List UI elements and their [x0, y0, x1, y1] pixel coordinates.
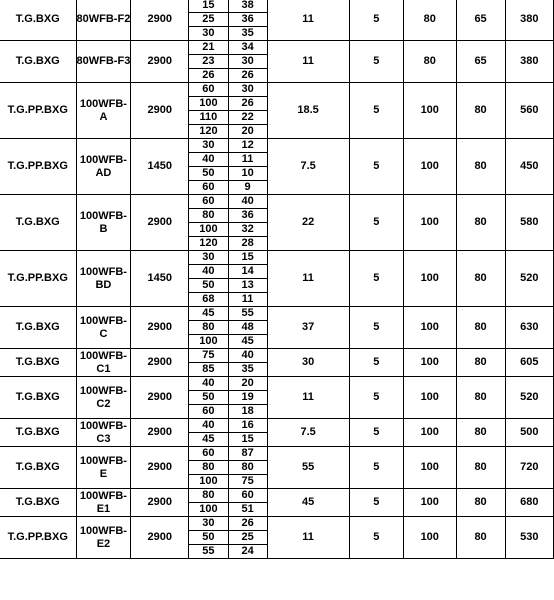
series-cell: T.G.PP.BXG [0, 517, 76, 559]
flow-cell: 60 [189, 447, 229, 461]
weight-cell: 560 [505, 83, 553, 139]
outlet-cell: 80 [456, 195, 505, 251]
power-cell: 11 [267, 517, 349, 559]
head-cell: 35 [228, 363, 267, 377]
speed-cell: 2900 [131, 195, 189, 251]
inlet-cell: 80 [403, 0, 456, 41]
power-cell: 37 [267, 307, 349, 349]
head-cell: 11 [228, 293, 267, 307]
weight-cell: 605 [505, 349, 553, 377]
table-row [0, 83, 554, 97]
model-cell: 100WFB-AD [76, 139, 131, 195]
weight-cell: 380 [505, 41, 553, 83]
flow-cell: 40 [189, 265, 229, 279]
head-cell: 35 [228, 27, 267, 41]
speed-cell: 1450 [131, 139, 189, 195]
head-cell: 20 [228, 125, 267, 139]
weight-cell: 520 [505, 251, 553, 307]
inlet-cell: 100 [403, 377, 456, 419]
head-cell: 32 [228, 223, 267, 237]
weight-cell: 450 [505, 139, 553, 195]
outlet-cell: 80 [456, 251, 505, 307]
head-cell: 26 [228, 517, 267, 531]
power-cell: 7.5 [267, 139, 349, 195]
flow-cell: 50 [189, 279, 229, 293]
head-cell: 28 [228, 237, 267, 251]
outlet-cell: 80 [456, 349, 505, 377]
head-cell: 11 [228, 153, 267, 167]
power-cell: 7.5 [267, 419, 349, 447]
outlet-cell: 80 [456, 517, 505, 559]
value-cell: 5 [349, 195, 403, 251]
flow-cell: 55 [189, 545, 229, 559]
value-cell: 5 [349, 447, 403, 489]
speed-cell: 2900 [131, 377, 189, 419]
table-row [0, 517, 554, 531]
outlet-cell: 80 [456, 419, 505, 447]
head-cell: 60 [228, 489, 267, 503]
model-cell: 100WFB-E1 [76, 489, 131, 517]
power-cell: 11 [267, 251, 349, 307]
model-cell: 100WFB-C1 [76, 349, 131, 377]
weight-cell: 580 [505, 195, 553, 251]
head-cell: 25 [228, 531, 267, 545]
flow-cell: 60 [189, 405, 229, 419]
head-cell: 55 [228, 307, 267, 321]
model-cell: 80WFB-F2 [76, 0, 131, 41]
series-cell: T.G.BXG [0, 195, 76, 251]
flow-cell: 40 [189, 419, 229, 433]
outlet-cell: 80 [456, 489, 505, 517]
power-cell: 30 [267, 349, 349, 377]
flow-cell: 100 [189, 503, 229, 517]
table-row [0, 419, 554, 433]
speed-cell: 2900 [131, 489, 189, 517]
speed-cell: 2900 [131, 307, 189, 349]
inlet-cell: 100 [403, 139, 456, 195]
inlet-cell: 100 [403, 83, 456, 139]
flow-cell: 40 [189, 153, 229, 167]
power-cell: 11 [267, 0, 349, 41]
flow-cell: 50 [189, 391, 229, 405]
head-cell: 13 [228, 279, 267, 293]
power-cell: 22 [267, 195, 349, 251]
flow-cell: 80 [189, 321, 229, 335]
head-cell: 80 [228, 461, 267, 475]
flow-cell: 120 [189, 125, 229, 139]
flow-cell: 26 [189, 69, 229, 83]
model-cell: 100WFB-E2 [76, 517, 131, 559]
table-row [0, 489, 554, 503]
head-cell: 45 [228, 335, 267, 349]
value-cell: 5 [349, 307, 403, 349]
head-cell: 34 [228, 41, 267, 55]
outlet-cell: 80 [456, 83, 505, 139]
value-cell: 5 [349, 489, 403, 517]
flow-cell: 25 [189, 13, 229, 27]
flow-cell: 21 [189, 41, 229, 55]
value-cell: 5 [349, 0, 403, 41]
weight-cell: 630 [505, 307, 553, 349]
head-cell: 75 [228, 475, 267, 489]
head-cell: 40 [228, 195, 267, 209]
flow-cell: 30 [189, 139, 229, 153]
flow-cell: 45 [189, 433, 229, 447]
flow-cell: 15 [189, 0, 229, 13]
inlet-cell: 100 [403, 251, 456, 307]
weight-cell: 530 [505, 517, 553, 559]
power-cell: 11 [267, 377, 349, 419]
head-cell: 16 [228, 419, 267, 433]
flow-cell: 60 [189, 83, 229, 97]
value-cell: 5 [349, 83, 403, 139]
outlet-cell: 65 [456, 41, 505, 83]
flow-cell: 30 [189, 27, 229, 41]
weight-cell: 380 [505, 0, 553, 41]
weight-cell: 500 [505, 419, 553, 447]
value-cell: 5 [349, 419, 403, 447]
flow-cell: 80 [189, 489, 229, 503]
flow-cell: 110 [189, 111, 229, 125]
inlet-cell: 100 [403, 349, 456, 377]
flow-cell: 75 [189, 349, 229, 363]
table-row [0, 377, 554, 391]
head-cell: 36 [228, 13, 267, 27]
head-cell: 38 [228, 0, 267, 13]
power-cell: 18.5 [267, 83, 349, 139]
head-cell: 9 [228, 181, 267, 195]
table-row [0, 195, 554, 209]
table-row [0, 139, 554, 153]
inlet-cell: 100 [403, 489, 456, 517]
flow-cell: 100 [189, 475, 229, 489]
value-cell: 5 [349, 517, 403, 559]
flow-cell: 40 [189, 377, 229, 391]
inlet-cell: 100 [403, 517, 456, 559]
inlet-cell: 100 [403, 419, 456, 447]
weight-cell: 720 [505, 447, 553, 489]
series-cell: T.G.BXG [0, 489, 76, 517]
series-cell: T.G.BXG [0, 419, 76, 447]
model-cell: 80WFB-F3 [76, 41, 131, 83]
value-cell: 5 [349, 349, 403, 377]
model-cell: 100WFB-C3 [76, 419, 131, 447]
head-cell: 19 [228, 391, 267, 405]
outlet-cell: 80 [456, 307, 505, 349]
weight-cell: 680 [505, 489, 553, 517]
series-cell: T.G.PP.BXG [0, 83, 76, 139]
series-cell: T.G.PP.BXG [0, 139, 76, 195]
flow-cell: 30 [189, 517, 229, 531]
speed-cell: 2900 [131, 41, 189, 83]
speed-cell: 2900 [131, 83, 189, 139]
power-cell: 45 [267, 489, 349, 517]
head-cell: 30 [228, 83, 267, 97]
head-cell: 18 [228, 405, 267, 419]
table-row [0, 349, 554, 363]
value-cell: 5 [349, 139, 403, 195]
value-cell: 5 [349, 251, 403, 307]
speed-cell: 2900 [131, 447, 189, 489]
head-cell: 26 [228, 69, 267, 83]
inlet-cell: 80 [403, 41, 456, 83]
flow-cell: 120 [189, 237, 229, 251]
value-cell: 5 [349, 41, 403, 83]
head-cell: 12 [228, 139, 267, 153]
model-cell: 100WFB-C2 [76, 377, 131, 419]
head-cell: 30 [228, 55, 267, 69]
speed-cell: 2900 [131, 0, 189, 41]
flow-cell: 100 [189, 335, 229, 349]
inlet-cell: 100 [403, 195, 456, 251]
model-cell: 100WFB-B [76, 195, 131, 251]
flow-cell: 85 [189, 363, 229, 377]
flow-cell: 60 [189, 181, 229, 195]
flow-cell: 80 [189, 209, 229, 223]
table-row [0, 0, 554, 13]
table-row [0, 447, 554, 461]
model-cell: 100WFB-C [76, 307, 131, 349]
head-cell: 51 [228, 503, 267, 517]
head-cell: 24 [228, 545, 267, 559]
series-cell: T.G.BXG [0, 0, 76, 41]
inlet-cell: 100 [403, 447, 456, 489]
model-cell: 100WFB-BD [76, 251, 131, 307]
flow-cell: 100 [189, 97, 229, 111]
outlet-cell: 80 [456, 139, 505, 195]
speed-cell: 2900 [131, 349, 189, 377]
value-cell: 5 [349, 377, 403, 419]
series-cell: T.G.BXG [0, 41, 76, 83]
series-cell: T.G.BXG [0, 307, 76, 349]
flow-cell: 68 [189, 293, 229, 307]
series-cell: T.G.PP.BXG [0, 251, 76, 307]
power-cell: 55 [267, 447, 349, 489]
flow-cell: 30 [189, 251, 229, 265]
speed-cell: 1450 [131, 251, 189, 307]
head-cell: 20 [228, 377, 267, 391]
series-cell: T.G.BXG [0, 377, 76, 419]
flow-cell: 45 [189, 307, 229, 321]
power-cell: 11 [267, 41, 349, 83]
head-cell: 15 [228, 433, 267, 447]
table-row [0, 307, 554, 321]
weight-cell: 520 [505, 377, 553, 419]
flow-cell: 100 [189, 223, 229, 237]
head-cell: 26 [228, 97, 267, 111]
head-cell: 87 [228, 447, 267, 461]
outlet-cell: 80 [456, 447, 505, 489]
head-cell: 22 [228, 111, 267, 125]
series-cell: T.G.BXG [0, 447, 76, 489]
flow-cell: 23 [189, 55, 229, 69]
series-cell: T.G.BXG [0, 349, 76, 377]
head-cell: 14 [228, 265, 267, 279]
table-row [0, 41, 554, 55]
inlet-cell: 100 [403, 307, 456, 349]
head-cell: 48 [228, 321, 267, 335]
flow-cell: 50 [189, 167, 229, 181]
flow-cell: 50 [189, 531, 229, 545]
model-cell: 100WFB-E [76, 447, 131, 489]
head-cell: 10 [228, 167, 267, 181]
table-row [0, 251, 554, 265]
outlet-cell: 80 [456, 377, 505, 419]
speed-cell: 2900 [131, 517, 189, 559]
flow-cell: 80 [189, 461, 229, 475]
flow-cell: 60 [189, 195, 229, 209]
head-cell: 15 [228, 251, 267, 265]
speed-cell: 2900 [131, 419, 189, 447]
head-cell: 36 [228, 209, 267, 223]
model-cell: 100WFB-A [76, 83, 131, 139]
head-cell: 40 [228, 349, 267, 363]
outlet-cell: 65 [456, 0, 505, 41]
